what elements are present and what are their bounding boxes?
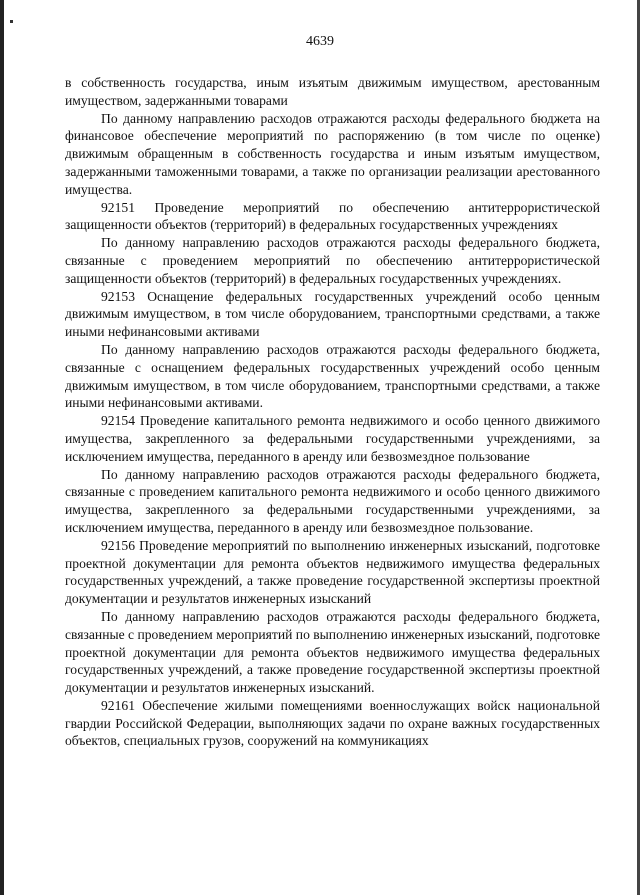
section-heading-92156: 92156 Проведение мероприятий по выполнению инженерных изысканий, подготовке проектной документации для ремонта объектов недвижимого имущества федеральных государственных учреждений, а также проведение государственной экспертизы проектной документации и результатов инженерных изысканий	[65, 537, 600, 607]
section-heading-92151: 92151 Проведение мероприятий по обеспечению антитеррористической защищенности объектов (территорий) в федеральных государственных учреждениях	[65, 199, 600, 233]
paragraph-continuation: в собственность государства, иным изъятым движимым имуществом, арестованным имуществом, задержанными товарами	[65, 75, 600, 108]
scan-speck	[10, 20, 13, 23]
paragraph-description: По данному направлению расходов отражаются расходы федерального бюджета, связанные с проведением мероприятий по обеспечению антитеррористической защищенности объектов (территорий) в федеральных государственных учреждениях.	[65, 235, 600, 286]
paragraph-description: По данному направлению расходов отражаются расходы федерального бюджета, связанные с оснащением федеральных государственных учреждений особо ценным движимым имуществом, в том числе оборудованием, транспортными средствами, а также иными нефинансовыми активами.	[65, 341, 600, 411]
document-body	[65, 74, 600, 750]
scan-edge-left	[0, 0, 4, 895]
section-heading-92161: 92161 Обеспечение жилыми помещениями военнослужащих войск национальной гвардии Российской Федерации, выполняющих задачи по охране важных государственных объектов, специальных грузов, сооружений на коммуникациях	[65, 697, 600, 749]
page-number: 4639	[306, 34, 334, 49]
section-heading-92153: 92153 Оснащение федеральных государственных учреждений особо ценным движимым имуществом, в том числе оборудованием, транспортными средствами, а также иными нефинансовыми активами	[65, 288, 600, 340]
paragraph-description: По данному направлению расходов отражаются расходы федерального бюджета, связанные с проведением мероприятий по выполнению инженерных изысканий, подготовке проектной документации для ремонта объектов недвижимого имущества федеральных государственных учреждений, а также проведение государственной экспертизы проектной документации и результатов инженерных изысканий.	[65, 608, 600, 696]
paragraph-description: По данному направлению расходов отражаются расходы федерального бюджета на финансовое обеспечение мероприятий по распоряжению (в том числе по оценке) движимым обращенным в собственность государства и иным изъятым имуществом, задержанными таможенными товарами, а также по организации реализации арестованного имущества.	[65, 110, 600, 197]
paragraph-description: По данному направлению расходов отражаются расходы федерального бюджета, связанные с проведением капитального ремонта недвижимого и особо ценного движимого имущества, закрепленного за федеральными государственными учреждениями, за исключением имущества, переданного в аренду или безвозмездное пользование.	[65, 466, 600, 535]
section-heading-92154: 92154 Проведение капитального ремонта недвижимого и особо ценного движимого имущества, закрепленного за федеральными государственными учреждениями, за исключением имущества, переданного в аренду или безвозмездное пользование	[65, 413, 600, 464]
